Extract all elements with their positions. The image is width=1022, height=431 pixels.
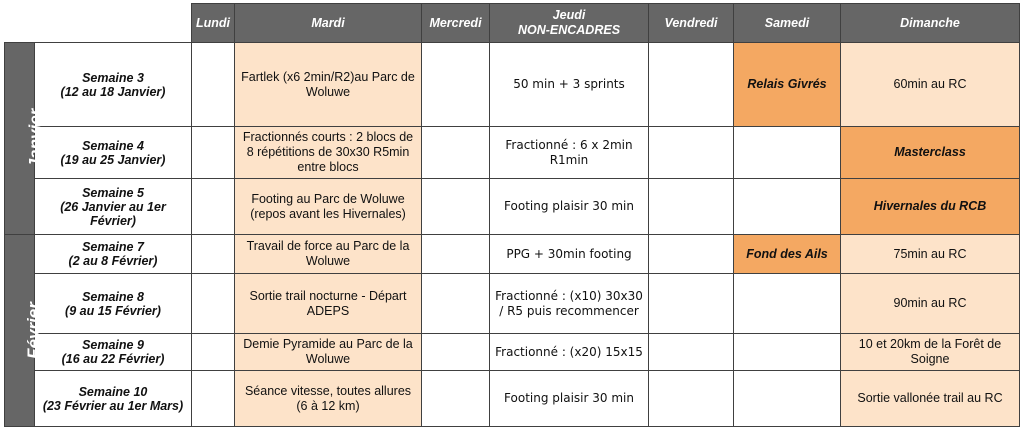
jeudi-cell: Fractionné : 6 x 2min R1min <box>490 127 649 179</box>
header-jeudi-day: Jeudi <box>552 8 586 22</box>
vendredi-cell <box>649 127 734 179</box>
vendredi-cell <box>649 371 734 427</box>
vendredi-cell <box>649 43 734 127</box>
table-row <box>5 43 1020 127</box>
dimanche-cell: Hivernales du RCB <box>841 179 1020 235</box>
mardi-cell: Sortie trail nocturne - Départ ADEPS <box>235 274 422 334</box>
lundi-cell <box>192 371 235 427</box>
mardi-cell: Fractionnés courts : 2 blocs de 8 répétitions de 30x30 R5min entre blocs <box>235 127 422 179</box>
samedi-cell <box>734 179 841 235</box>
week-cell <box>35 334 192 371</box>
week-cell <box>35 127 192 179</box>
mercredi-cell <box>422 235 490 274</box>
jeudi-cell: Fractionné : (x10) 30x30 / R5 puis recommencer <box>490 274 649 334</box>
jeudi-cell: Fractionné : (x20) 15x15 <box>490 334 649 371</box>
mardi-cell: Séance vitesse, toutes allures (6 à 12 km) <box>235 371 422 427</box>
week-number: Semaine 10 <box>78 384 148 399</box>
samedi-cell <box>734 274 841 334</box>
month-janvier <box>5 43 45 235</box>
dimanche-cell: Sortie vallonée trail au RC <box>841 371 1020 427</box>
week-cell <box>35 43 192 127</box>
week-cell <box>35 235 192 274</box>
header-row <box>5 4 1020 43</box>
month-fevrier-label: Février <box>23 302 43 359</box>
header-jeudi-note: NON-ENCADRES <box>517 23 621 37</box>
samedi-cell: Relais Givrés <box>734 43 841 127</box>
samedi-cell <box>734 334 841 371</box>
week-cell <box>35 371 192 427</box>
week-dates: (12 au 18 Janvier) <box>60 84 166 99</box>
week-dates: (16 au 22 Février) <box>61 352 165 366</box>
week-dates: (26 Janvier au 1er Février) <box>60 199 166 228</box>
week-dates: (9 au 15 Février) <box>65 303 161 318</box>
header-mercredi: Mercredi <box>422 4 490 43</box>
mardi-cell: Travail de force au Parc de la Woluwe <box>235 235 422 274</box>
lundi-cell <box>192 179 235 235</box>
week-number: Semaine 5 <box>82 185 144 200</box>
dimanche-cell: Masterclass <box>841 127 1020 179</box>
month-janvier-label: Janvier <box>25 108 45 169</box>
week-number: Semaine 7 <box>82 240 144 254</box>
lundi-cell <box>192 274 235 334</box>
mercredi-cell <box>422 179 490 235</box>
week-cell <box>35 179 192 235</box>
header-lundi: Lundi <box>192 4 235 43</box>
lundi-cell <box>192 235 235 274</box>
dimanche-cell: 60min au RC <box>841 43 1020 127</box>
table-row <box>5 274 1020 334</box>
table-row <box>5 127 1020 179</box>
jeudi-cell: Footing plaisir 30 min <box>490 371 649 427</box>
week-number: Semaine 8 <box>82 289 144 304</box>
dimanche-cell: 90min au RC <box>841 274 1020 334</box>
week-cell <box>35 274 192 334</box>
jeudi-cell: 50 min + 3 sprints <box>490 43 649 127</box>
header-mardi: Mardi <box>235 4 422 43</box>
week-dates: (2 au 8 Février) <box>68 254 158 268</box>
mercredi-cell <box>422 43 490 127</box>
mercredi-cell <box>422 334 490 371</box>
dimanche-cell: 75min au RC <box>841 235 1020 274</box>
samedi-cell: Fond des Ails <box>734 235 841 274</box>
samedi-cell <box>734 127 841 179</box>
table-row <box>5 235 1020 274</box>
vendredi-cell <box>649 274 734 334</box>
header-dimanche: Dimanche <box>841 4 1020 43</box>
mercredi-cell <box>422 274 490 334</box>
samedi-cell <box>734 371 841 427</box>
week-dates: (19 au 25 Janvier) <box>60 152 166 167</box>
vendredi-cell <box>649 235 734 274</box>
header-jeudi <box>490 4 649 43</box>
mercredi-cell <box>422 371 490 427</box>
jeudi-cell: PPG + 30min footing <box>490 235 649 274</box>
month-fevrier <box>5 235 43 427</box>
header-samedi: Samedi <box>734 4 841 43</box>
mardi-cell: Fartlek (x6 2min/R2)au Parc de Woluwe <box>235 43 422 127</box>
mercredi-cell <box>422 127 490 179</box>
lundi-cell <box>192 43 235 127</box>
vendredi-cell <box>649 334 734 371</box>
table-row <box>5 371 1020 427</box>
table-row <box>5 334 1020 371</box>
table-row <box>5 179 1020 235</box>
jeudi-cell: Footing plaisir 30 min <box>490 179 649 235</box>
header-blank <box>5 4 192 43</box>
mardi-cell: Footing au Parc de Woluwe (repos avant les Hivernales) <box>235 179 422 235</box>
week-dates: (23 Février au 1er Mars) <box>42 398 184 413</box>
header-vendredi: Vendredi <box>649 4 734 43</box>
lundi-cell <box>192 334 235 371</box>
week-number: Semaine 4 <box>82 138 144 153</box>
mardi-cell: Demie Pyramide au Parc de la Woluwe <box>235 334 422 371</box>
dimanche-cell: 10 et 20km de la Forêt de Soigne <box>841 334 1020 371</box>
vendredi-cell <box>649 179 734 235</box>
week-number: Semaine 3 <box>82 70 144 85</box>
lundi-cell <box>192 127 235 179</box>
training-schedule-table <box>4 3 1020 427</box>
week-number: Semaine 9 <box>82 338 144 352</box>
